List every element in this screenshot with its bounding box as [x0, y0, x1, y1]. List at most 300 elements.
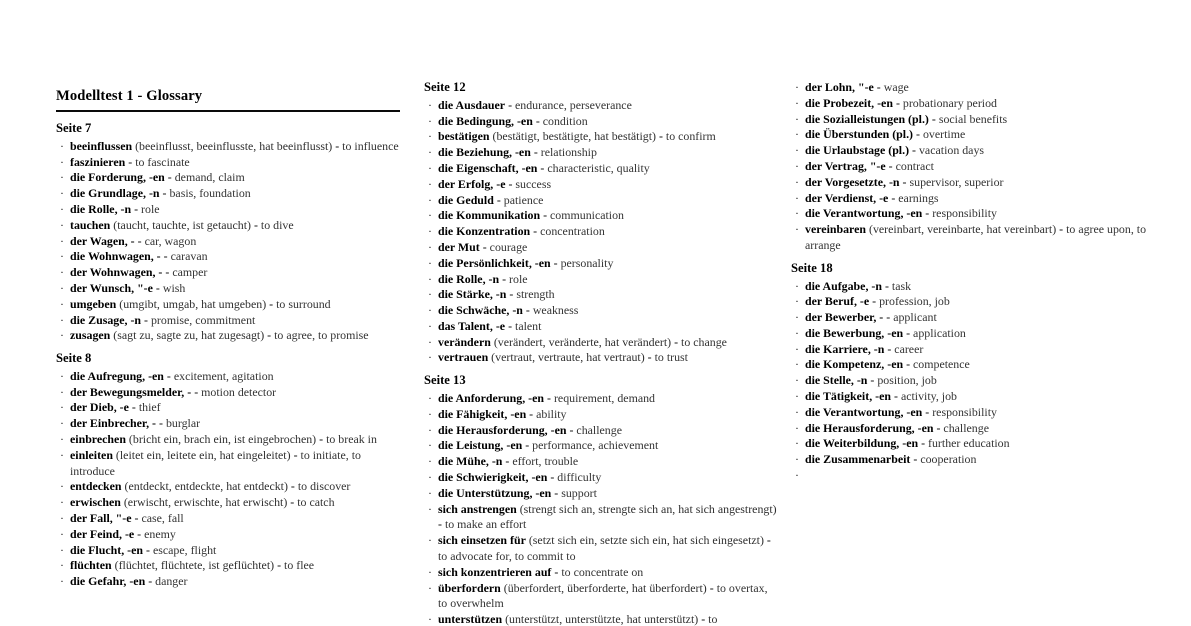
bullet-icon: · [428, 334, 432, 349]
entry-separator: - [508, 97, 513, 112]
entry-separator: - [540, 160, 545, 175]
entry-translation: social benefits [938, 111, 1008, 126]
glossary-entry [56, 385, 400, 401]
entry-separator: - [884, 278, 889, 293]
glossary-entry [424, 533, 778, 565]
bullet-icon: · [60, 312, 64, 327]
glossary-entry [56, 297, 400, 313]
entry-term: beeinflussen [70, 138, 133, 153]
bullet-icon: · [60, 400, 64, 415]
entry-term: der Vertrag, "-e [805, 158, 886, 173]
entry-translation: personality [560, 255, 614, 270]
entry-translation: to [708, 612, 718, 626]
entry-conjugation: (vereinbart, vereinbarte, hat vereinbart) [868, 222, 1057, 237]
bullet-icon: · [60, 233, 64, 248]
bullet-icon: · [428, 287, 432, 302]
bullet-icon: · [795, 111, 799, 126]
glossary-entry [424, 208, 778, 224]
entry-separator: - [893, 389, 898, 404]
entry-separator: - [916, 127, 920, 142]
bullet-icon: · [428, 564, 432, 579]
entry-separator: - [137, 233, 142, 248]
entry-separator: - [872, 294, 877, 309]
entry-term: die Grundlage, -n [70, 186, 160, 201]
entry-translation: motion detector [201, 384, 277, 399]
entry-separator: - [508, 318, 513, 333]
entry-translation: to flee [284, 558, 315, 573]
entry-translation: to discover [297, 479, 351, 494]
entry-term: das Talent, -e [438, 318, 506, 333]
glossary-entry [424, 350, 778, 366]
entry-translation: wish [162, 280, 186, 295]
entry-separator: - [145, 542, 150, 557]
entry-term: die Persönlichkeit, -en [438, 255, 551, 270]
entry-term: die Rolle, -n [70, 201, 132, 216]
bullet-icon: · [60, 138, 64, 153]
entry-separator: - [293, 447, 298, 462]
entry-separator: - [535, 113, 540, 128]
bullet-icon: · [60, 558, 64, 573]
glossary-entry [56, 249, 400, 265]
bullet-icon: · [795, 278, 799, 293]
glossary-entry-empty [791, 468, 1161, 484]
entry-term: der Fall, "-e [70, 511, 132, 526]
entry-separator: - [912, 143, 916, 158]
bullet-icon: · [60, 574, 64, 589]
entry-term: der Lohn, "-e [805, 80, 874, 94]
entry-term: tauchen [70, 217, 111, 232]
bullet-icon: · [795, 373, 799, 388]
bullet-icon: · [795, 190, 799, 205]
entry-term: der Beruf, -e [805, 294, 870, 309]
entry-term: die Leistung, -en [438, 438, 523, 453]
entry-translation: to advocate for, to commit to [438, 548, 576, 563]
bullet-icon: · [795, 436, 799, 451]
bullet-icon: · [60, 526, 64, 541]
glossary-entry [56, 511, 400, 527]
bullet-icon: · [428, 485, 432, 500]
bullet-icon: · [428, 255, 432, 270]
bullet-icon: · [428, 176, 432, 191]
glossary-entry [791, 405, 1161, 421]
entry-term: die Rolle, -n [438, 271, 500, 286]
bullet-icon: · [60, 432, 64, 447]
entry-term: die Sozialleistungen (pl.) [805, 111, 929, 126]
glossary-entry [791, 310, 1161, 326]
glossary-entry [56, 416, 400, 432]
entry-term: umgeben [70, 296, 117, 311]
entry-term: unterstützen [438, 612, 503, 626]
entry-term: der Einbrecher, - [70, 416, 156, 431]
bullet-icon: · [428, 208, 432, 223]
entry-translation: case, fall [141, 511, 184, 526]
entry-term: die Verantwortung, -en [805, 206, 923, 221]
glossary-entry [424, 256, 778, 272]
glossary-entry [56, 265, 400, 281]
entry-translation: role [509, 271, 528, 286]
entry-translation: vacation days [918, 143, 985, 158]
glossary-entry [791, 191, 1161, 207]
entry-separator: - [165, 265, 170, 280]
bullet-icon: · [795, 341, 799, 356]
entry-separator: - [913, 452, 918, 467]
entry-translation: excitement, agitation [173, 368, 274, 383]
entry-translation: burglar [165, 416, 201, 431]
entry-term: die Eigenschaft, -en [438, 160, 538, 175]
bullet-icon: · [795, 158, 799, 173]
bullet-icon: · [795, 206, 799, 221]
entry-conjugation: (beeinflusst, beeinflusste, hat beeinflusst) [135, 138, 333, 153]
glossary-entry [56, 495, 400, 511]
entry-separator: - [509, 287, 514, 302]
entry-translation: to trust [654, 350, 688, 365]
entry-separator: - [290, 479, 295, 494]
bullet-icon: · [60, 296, 64, 311]
glossary-entry [56, 448, 400, 480]
entry-translation: enemy [144, 526, 176, 541]
entry-conjugation: (sagt zu, sagte zu, hat zugesagt) [113, 328, 265, 343]
entry-term: die Fähigkeit, -en [438, 406, 527, 421]
entry-separator: - [888, 158, 893, 173]
entry-separator: - [508, 176, 513, 191]
entry-translation: to overtax, to overwhelm [438, 580, 768, 611]
entry-separator: - [887, 341, 892, 356]
bullet-icon: · [795, 222, 799, 237]
glossary-entry [424, 287, 778, 303]
glossary-entry [791, 436, 1161, 452]
bullet-icon: · [60, 201, 64, 216]
glossary-entry [424, 319, 778, 335]
glossary-entry-list [424, 391, 778, 626]
entry-separator: - [550, 470, 555, 484]
entry-term: die Stärke, -n [438, 287, 507, 302]
entry-separator: - [277, 558, 282, 573]
glossary-entry [791, 452, 1161, 468]
entry-term: der Feind, -e [70, 526, 135, 541]
glossary-entry [791, 373, 1161, 389]
glossary-entry [424, 335, 778, 351]
entry-translation: earnings [898, 190, 939, 205]
entry-translation: requirement, demand [553, 391, 655, 406]
glossary-entry [791, 279, 1161, 295]
entry-translation: danger [155, 574, 188, 589]
entry-term: die Karriere, -n [805, 341, 885, 356]
bullet-icon: · [795, 143, 799, 158]
entry-translation: ability [536, 406, 567, 421]
entry-separator: - [269, 296, 274, 311]
entry-term: erwischen [70, 495, 121, 510]
entry-separator: - [131, 400, 136, 415]
entry-term: die Schwierigkeit, -en [438, 470, 548, 484]
entry-translation: effort, trouble [512, 454, 579, 469]
entry-term: die Geduld [438, 192, 494, 207]
bullet-icon: · [428, 438, 432, 453]
glossary-entry [791, 80, 1161, 96]
entry-conjugation: (leitet ein, leitete ein, hat eingeleitet) [115, 447, 291, 462]
entry-separator: - [525, 438, 530, 453]
entry-conjugation: (bricht ein, brach ein, ist eingebrochen) [128, 432, 317, 447]
entry-conjugation: (setzt sich ein, setzte sich ein, hat sich eingesetzt) [528, 533, 764, 548]
bullet-icon: · [60, 495, 64, 510]
glossary-entry [424, 240, 778, 256]
glossary-entry [791, 206, 1161, 222]
column-2 [420, 0, 790, 626]
glossary-entry [424, 454, 778, 470]
entry-translation: application [913, 325, 966, 340]
entry-translation: contract [895, 158, 934, 173]
bullet-icon: · [60, 368, 64, 383]
entry-separator: - [766, 533, 771, 548]
bullet-icon: · [60, 479, 64, 494]
entry-separator: - [166, 368, 171, 383]
bullet-icon: · [428, 318, 432, 333]
entry-term: der Verdienst, -e [805, 190, 889, 205]
entry-conjugation: (vertraut, vertraute, hat vertraut) [491, 350, 645, 365]
glossary-entry [424, 612, 778, 626]
bullet-icon: · [428, 533, 432, 548]
glossary-entry [56, 313, 400, 329]
entry-separator: - [482, 239, 487, 254]
bullet-icon: · [795, 174, 799, 189]
bullet-icon: · [60, 170, 64, 185]
entry-separator: - [134, 511, 139, 526]
glossary-entry [56, 432, 400, 448]
bullet-icon: · [60, 186, 64, 201]
bullet-icon: · [795, 294, 799, 309]
bullet-icon: · [60, 154, 64, 169]
glossary-entry [424, 486, 778, 502]
glossary-entry [424, 193, 778, 209]
glossary-entry [424, 145, 778, 161]
entry-translation: promise, commitment [150, 312, 256, 327]
bullet-icon: · [795, 420, 799, 435]
bullet-icon: · [795, 468, 799, 483]
entry-translation: courage [489, 239, 528, 254]
glossary-entry [424, 177, 778, 193]
bullet-icon: · [428, 303, 432, 318]
entry-translation: escape, flight [152, 542, 217, 557]
glossary-entry [56, 234, 400, 250]
entry-term: die Mühe, -n [438, 454, 503, 469]
entry-translation: to make an effort [444, 517, 527, 532]
entry-translation: to agree, to promise [274, 328, 369, 343]
glossary-entry [791, 159, 1161, 175]
bullet-icon: · [795, 80, 799, 94]
entry-separator: - [674, 334, 679, 349]
entry-conjugation: (verändert, veränderte, hat verändert) [493, 334, 672, 349]
entry-term: überfordern [438, 580, 501, 595]
entry-term: die Aufgabe, -n [805, 278, 882, 293]
glossary-entry [56, 574, 400, 590]
entry-term: die Gefahr, -en [70, 574, 146, 589]
section-heading: Seite 8 [56, 351, 92, 366]
glossary-entry [56, 218, 400, 234]
entry-term: flüchten [70, 558, 112, 573]
entry-translation: patience [503, 192, 544, 207]
entry-translation: characteristic, quality [547, 160, 650, 175]
entry-term: bestätigen [438, 129, 490, 144]
glossary-entry [424, 407, 778, 423]
section-heading: Seite 12 [424, 80, 466, 94]
glossary-entry [424, 272, 778, 288]
bullet-icon: · [795, 452, 799, 467]
entry-separator: - [529, 406, 534, 421]
entry-separator: - [876, 80, 881, 94]
bullet-icon: · [428, 192, 432, 207]
glossary-entry [424, 581, 778, 613]
section-heading: Seite 18 [791, 260, 833, 275]
bullet-icon: · [60, 328, 64, 343]
entry-separator: - [543, 208, 548, 223]
entry-separator: - [158, 416, 163, 431]
bullet-icon: · [795, 95, 799, 110]
entry-term: vereinbaren [805, 222, 866, 237]
bullet-icon: · [60, 542, 64, 557]
bullet-icon: · [60, 447, 64, 462]
glossary-entry-list [424, 98, 778, 367]
entry-translation: responsibility [932, 404, 997, 419]
entry-separator: - [502, 271, 507, 286]
column-1 [0, 0, 420, 626]
entry-separator: - [891, 190, 896, 205]
entry-separator: - [709, 580, 714, 595]
entry-translation: challenge [576, 422, 622, 437]
entry-term: der Bewerber, - [805, 310, 884, 325]
entry-separator: - [925, 206, 930, 221]
entry-term: die Herausforderung, -en [438, 422, 567, 437]
entry-term: die Beziehung, -en [438, 145, 531, 160]
bullet-icon: · [60, 217, 64, 232]
entry-term: die Zusammenarbeit [805, 452, 911, 467]
entry-translation: performance, achievement [532, 438, 659, 453]
entry-translation: condition [542, 113, 588, 128]
entry-separator: - [931, 111, 936, 126]
bullet-icon: · [428, 113, 432, 128]
glossary-entry [56, 139, 400, 155]
entry-translation: to catch [297, 495, 335, 510]
bullet-icon: · [428, 271, 432, 286]
entry-term: der Erfolg, -e [438, 176, 506, 191]
page-title: Modelltest 1 - Glossary [56, 88, 203, 104]
entry-separator: - [533, 145, 538, 160]
entry-term: die Unterstützung, -en [438, 485, 552, 500]
entry-term: die Urlaubstage (pl.) [805, 143, 910, 158]
entry-separator: - [547, 391, 551, 406]
glossary-entry [791, 421, 1161, 437]
glossary-entry [424, 129, 778, 145]
entry-translation: to surround [276, 296, 331, 311]
bullet-icon: · [428, 350, 432, 365]
entry-conjugation: (entdeckt, entdeckte, hat entdeckt) [124, 479, 288, 494]
glossary-entry [791, 294, 1161, 310]
entry-translation: applicant [893, 310, 937, 325]
entry-translation: demand, claim [174, 170, 245, 185]
entry-translation: weakness [532, 303, 579, 318]
entry-translation: camper [172, 265, 208, 280]
entry-term: der Mut [438, 239, 480, 254]
glossary-entry [56, 369, 400, 385]
entry-separator: - [554, 564, 559, 579]
entry-translation: talent [515, 318, 542, 333]
entry-term: einleiten [70, 447, 113, 462]
entry-translation: concentration [540, 224, 605, 239]
glossary-entry [56, 543, 400, 559]
entry-translation: role [141, 201, 160, 216]
entry-term: die Konzentration [438, 224, 531, 239]
bullet-icon: · [795, 404, 799, 419]
entry-separator: - [921, 436, 926, 451]
entry-conjugation: (bestätigt, bestätigte, hat bestätigt) [492, 129, 656, 144]
bullet-icon: · [428, 239, 432, 254]
entry-separator: - [925, 404, 930, 419]
glossary-entry [56, 400, 400, 416]
bullet-icon: · [60, 416, 64, 431]
entry-separator: - [335, 138, 340, 153]
glossary-entry [56, 479, 400, 495]
glossary-entry [424, 161, 778, 177]
entry-conjugation: (unterstützt, unterstützte, hat unterstützt) [505, 612, 699, 626]
entry-term: zusagen [70, 328, 111, 343]
bullet-icon: · [428, 470, 432, 484]
entry-conjugation: (flüchtet, flüchtete, ist geflüchtet) [114, 558, 275, 573]
glossary-entry-list [56, 369, 400, 590]
glossary-entry [791, 143, 1161, 159]
entry-term: die Wohnwagen, - [70, 249, 161, 264]
entry-conjugation: (erwischt, erwischte, hat erwischt) [123, 495, 288, 510]
entry-separator: - [895, 95, 900, 110]
bullet-icon: · [428, 160, 432, 175]
entry-separator: - [290, 495, 295, 510]
bullet-icon: · [428, 580, 432, 595]
entry-translation: to concentrate on [561, 564, 644, 579]
entry-separator: - [554, 485, 559, 500]
glossary-entry [791, 127, 1161, 143]
glossary-entry [791, 357, 1161, 373]
entry-translation: basis, foundation [169, 186, 251, 201]
entry-separator: - [533, 224, 538, 239]
entry-translation: overtime [922, 127, 966, 142]
entry-separator: - [144, 312, 148, 327]
entry-term: sich anstrengen [438, 501, 517, 516]
entry-term: sich konzentrieren auf [438, 564, 552, 579]
bullet-icon: · [60, 384, 64, 399]
section-heading: Seite 13 [424, 373, 466, 388]
entry-translation: to change [681, 334, 727, 349]
entry-separator: - [553, 255, 558, 270]
glossary-entry [424, 423, 778, 439]
entry-term: die Bewerbung, -en [805, 325, 904, 340]
glossary-entry [424, 98, 778, 114]
entry-term: der Wohnwagen, - [70, 265, 163, 280]
entry-translation: career [894, 341, 924, 356]
entry-term: die Stelle, -n [805, 373, 868, 388]
entry-separator: - [658, 129, 663, 144]
glossary-entry [424, 565, 778, 581]
entry-term: die Anforderung, -en [438, 391, 545, 406]
entry-separator: - [870, 373, 875, 388]
bullet-icon: · [428, 422, 432, 437]
bullet-icon: · [795, 310, 799, 325]
entry-translation: to break in [326, 432, 377, 447]
entry-separator: - [163, 249, 168, 264]
entry-translation: responsibility [932, 206, 997, 221]
entry-separator: - [569, 422, 574, 437]
column-3 [790, 0, 1191, 626]
entry-separator: - [906, 357, 911, 372]
entry-separator: - [128, 154, 133, 169]
entry-translation: difficulty [557, 470, 602, 484]
entry-separator: - [155, 280, 160, 295]
